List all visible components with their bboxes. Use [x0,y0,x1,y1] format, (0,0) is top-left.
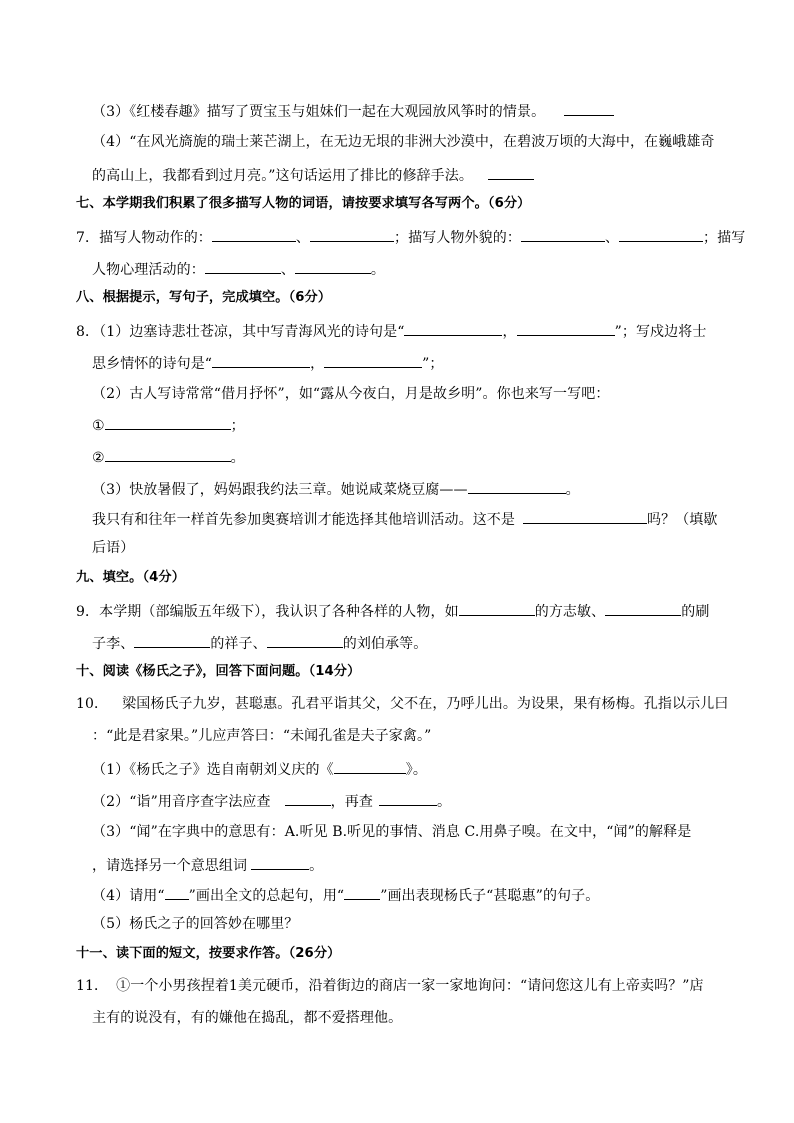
section8-heading: 八、根据提示，写句子，完成填空。（6分） [76,290,332,305]
s8-p3-line3: 后语） [92,540,135,556]
answer-blank[interactable] [295,258,371,274]
s10-q1: （1）《杨氏之子》选自南朝刘义庆的《 》。 [92,758,427,780]
answer-blank[interactable] [324,352,422,368]
answer-blank[interactable] [251,854,309,870]
s10-q3-line1: （3）“闻”在字典中的意思有：A.听见 B.听见的事情、消息 C.用鼻子嗅。在文中，“闻”的解释是 [92,824,692,840]
answer-blank[interactable] [212,352,310,368]
answer-blank[interactable] [523,508,647,524]
answer-blank[interactable] [605,600,681,616]
answer-blank[interactable] [267,632,343,648]
s7-line1: 7．描写人物动作的： 、 ；描写人物外貌的： 、 ；描写 [76,226,745,248]
answer-blank[interactable] [285,790,331,806]
s8-p1-line1: 8．（1）边塞诗悲壮苍凉，其中写青海风光的诗句是“ ， ”；写戍边将士 [76,320,706,342]
answer-blank[interactable] [334,758,406,774]
answer-blank[interactable] [564,100,614,116]
answer-blank[interactable] [134,632,210,648]
s6-q4-line2: 的高山上，我都看到过月亮。”这句话运用了排比的修辞手法。 [92,164,534,186]
answer-blank[interactable] [619,226,703,242]
s10-q5: （5）杨氏之子的回答妙在哪里？ [92,916,299,932]
answer-blank[interactable] [521,226,605,242]
answer-blank[interactable] [105,446,231,462]
answer-blank[interactable] [459,600,535,616]
s6-q3: （3）《红楼春趣》描写了贾宝玉与姐妹们一起在大观园放风筝时的情景。 [92,100,614,122]
s8-p2-answer1: ① ； [92,414,245,436]
s10-text-line1: 10． 梁国杨氏子九岁，甚聪惠。孔君平诣其父，父不在，乃呼儿出。为设果，果有杨梅。孔指以示儿曰 [76,696,729,712]
answer-blank[interactable] [212,226,296,242]
answer-blank[interactable] [404,320,502,336]
underline-sample [344,884,380,900]
section10-heading: 十、阅读《杨氏之子》，回答下面问题。（14分） [76,664,361,679]
answer-blank[interactable] [517,320,615,336]
underline-sample [165,884,189,900]
s8-p2: （2）古人写诗常常“借月抒怀”，如“露从今夜白，月是故乡明”。你也来写一写吧： [92,386,610,402]
answer-blank[interactable] [105,414,231,430]
s9-line1: 9．本学期（部编版五年级下），我认识了各种各样的人物，如 的方志敏、 的刷 [76,600,709,622]
s10-q3-line2: ，请选择另一个意思组词 。 [92,854,323,876]
section9-heading: 九、填空。（4分） [76,570,185,585]
answer-blank[interactable] [468,478,566,494]
s8-p2-answer2: ② 。 [92,446,245,468]
s10-q2: （2）“诣”用音序查字法应查 ，再查 。 [92,790,451,812]
answer-blank[interactable] [379,790,437,806]
s11-text-line2: 主有的说没有，有的嫌他在捣乱，都不爱搭理他。 [92,1010,403,1026]
s10-text-line2: ：“此是君家果。”儿应声答曰：“未闻孔雀是夫子家禽。” [92,728,432,744]
s8-p1-line2: 思乡情怀的诗句是“ ， ”； [92,352,444,374]
section11-heading: 十一、读下面的短文，按要求作答。（26分） [76,946,341,961]
answer-blank[interactable] [488,164,534,180]
s8-p3-line1: （3）快放暑假了，妈妈跟我约法三章。她说咸菜烧豆腐—— 。 [92,478,580,500]
s10-q4: （4）请用“ ”画出全文的总起句，用“ ”画出表现杨氏子“甚聪惠”的句子。 [92,884,599,906]
answer-blank[interactable] [310,226,394,242]
answer-blank[interactable] [205,258,281,274]
s8-p3-line2: 我只有和往年一样首先参加奥赛培训才能选择其他培训活动。这不是 吗？（填歇 [92,508,718,530]
s6-q4-line1: （4）“在风光旖旎的瑞士莱芒湖上，在无边无垠的非洲大沙漠中，在碧波万顷的大海中，在巍峨雄奇 [92,134,715,150]
s11-text-line1: 11． ①一个小男孩捏着1美元硬币，沿着街边的商店一家一家地询问：“请问您这儿有上帝卖吗？”店 [76,978,704,994]
s7-line2: 人物心理活动的： 、 。 [92,258,385,280]
section7-heading: 七、本学期我们积累了很多描写人物的词语，请按要求填写各写两个。（6分） [76,196,531,211]
s9-line2: 子李、 的祥子、 的刘伯承等。 [92,632,427,654]
